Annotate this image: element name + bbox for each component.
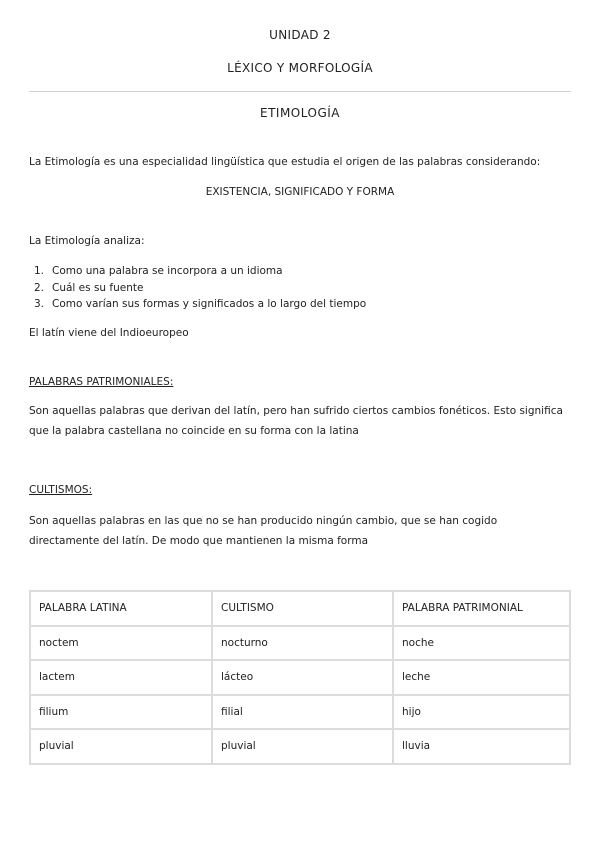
section-title: ETIMOLOGÍA bbox=[260, 106, 340, 120]
table-cell: filial bbox=[212, 695, 393, 730]
list-item bbox=[29, 280, 569, 297]
list-number: 1. bbox=[34, 265, 45, 277]
table-header-cell: PALABRA PATRIMONIAL bbox=[393, 591, 570, 626]
table-cell: filium bbox=[30, 695, 212, 730]
cultismos-text: Son aquellas palabras en las que no se han producido ningún cambio, que se han cogido directamente del latín. De modo que mantienen la misma forma bbox=[29, 515, 498, 547]
table-row bbox=[30, 660, 570, 695]
table-header-cell: CULTISMO bbox=[212, 591, 393, 626]
list-text: Como una palabra se incorpora a un idioma bbox=[52, 265, 283, 277]
list-number: 3. bbox=[34, 298, 45, 310]
etymology-table bbox=[29, 590, 571, 765]
table-cell: hijo bbox=[393, 695, 570, 730]
table-row bbox=[30, 729, 570, 764]
table-cell: nocturno bbox=[212, 626, 393, 661]
table-cell: lácteo bbox=[212, 660, 393, 695]
list-item bbox=[29, 263, 569, 280]
table-cell: lactem bbox=[30, 660, 212, 695]
centered-line: EXISTENCIA, SIGNIFICADO Y FORMA bbox=[205, 186, 395, 198]
table-row bbox=[30, 626, 570, 661]
header-divider bbox=[29, 91, 571, 92]
cultismos-heading: CULTISMOS: bbox=[29, 484, 93, 496]
list-text: Como varían sus formas y significados a lo largo del tiempo bbox=[52, 298, 367, 310]
list-number: 2. bbox=[34, 281, 45, 294]
table-cell: leche bbox=[393, 660, 570, 695]
table-header-cell: PALABRA LATINA bbox=[30, 591, 212, 626]
intro-paragraph: La Etimología es una especialidad lingüística que estudia el origen de las palabras considerando: bbox=[29, 156, 541, 168]
latin-note: El latín viene del Indioeuropeo bbox=[29, 327, 189, 339]
analysis-label: La Etimología analiza: bbox=[29, 235, 145, 247]
subject-heading: LÉXICO Y MORFOLOGÍA bbox=[227, 61, 373, 75]
analysis-list bbox=[29, 263, 569, 313]
table-header-row bbox=[30, 591, 570, 626]
table-cell: pluvial bbox=[212, 729, 393, 764]
table-row bbox=[30, 695, 570, 730]
table-cell: lluvia bbox=[393, 729, 570, 764]
table-cell: noche bbox=[393, 626, 570, 661]
list-text: Cuál es su fuente bbox=[52, 281, 144, 294]
patrimoniales-text: Son aquellas palabras que derivan del latín, pero han sufrido ciertos cambios fonéticos. Esto significa que la palabra castellana no coincide en su forma con la latina bbox=[29, 405, 563, 437]
unit-heading: UNIDAD 2 bbox=[269, 28, 331, 42]
table-cell: pluvial bbox=[30, 729, 212, 764]
patrimoniales-heading: PALABRAS PATRIMONIALES: bbox=[29, 376, 174, 388]
list-item bbox=[29, 296, 569, 313]
table-cell: noctem bbox=[30, 626, 212, 661]
